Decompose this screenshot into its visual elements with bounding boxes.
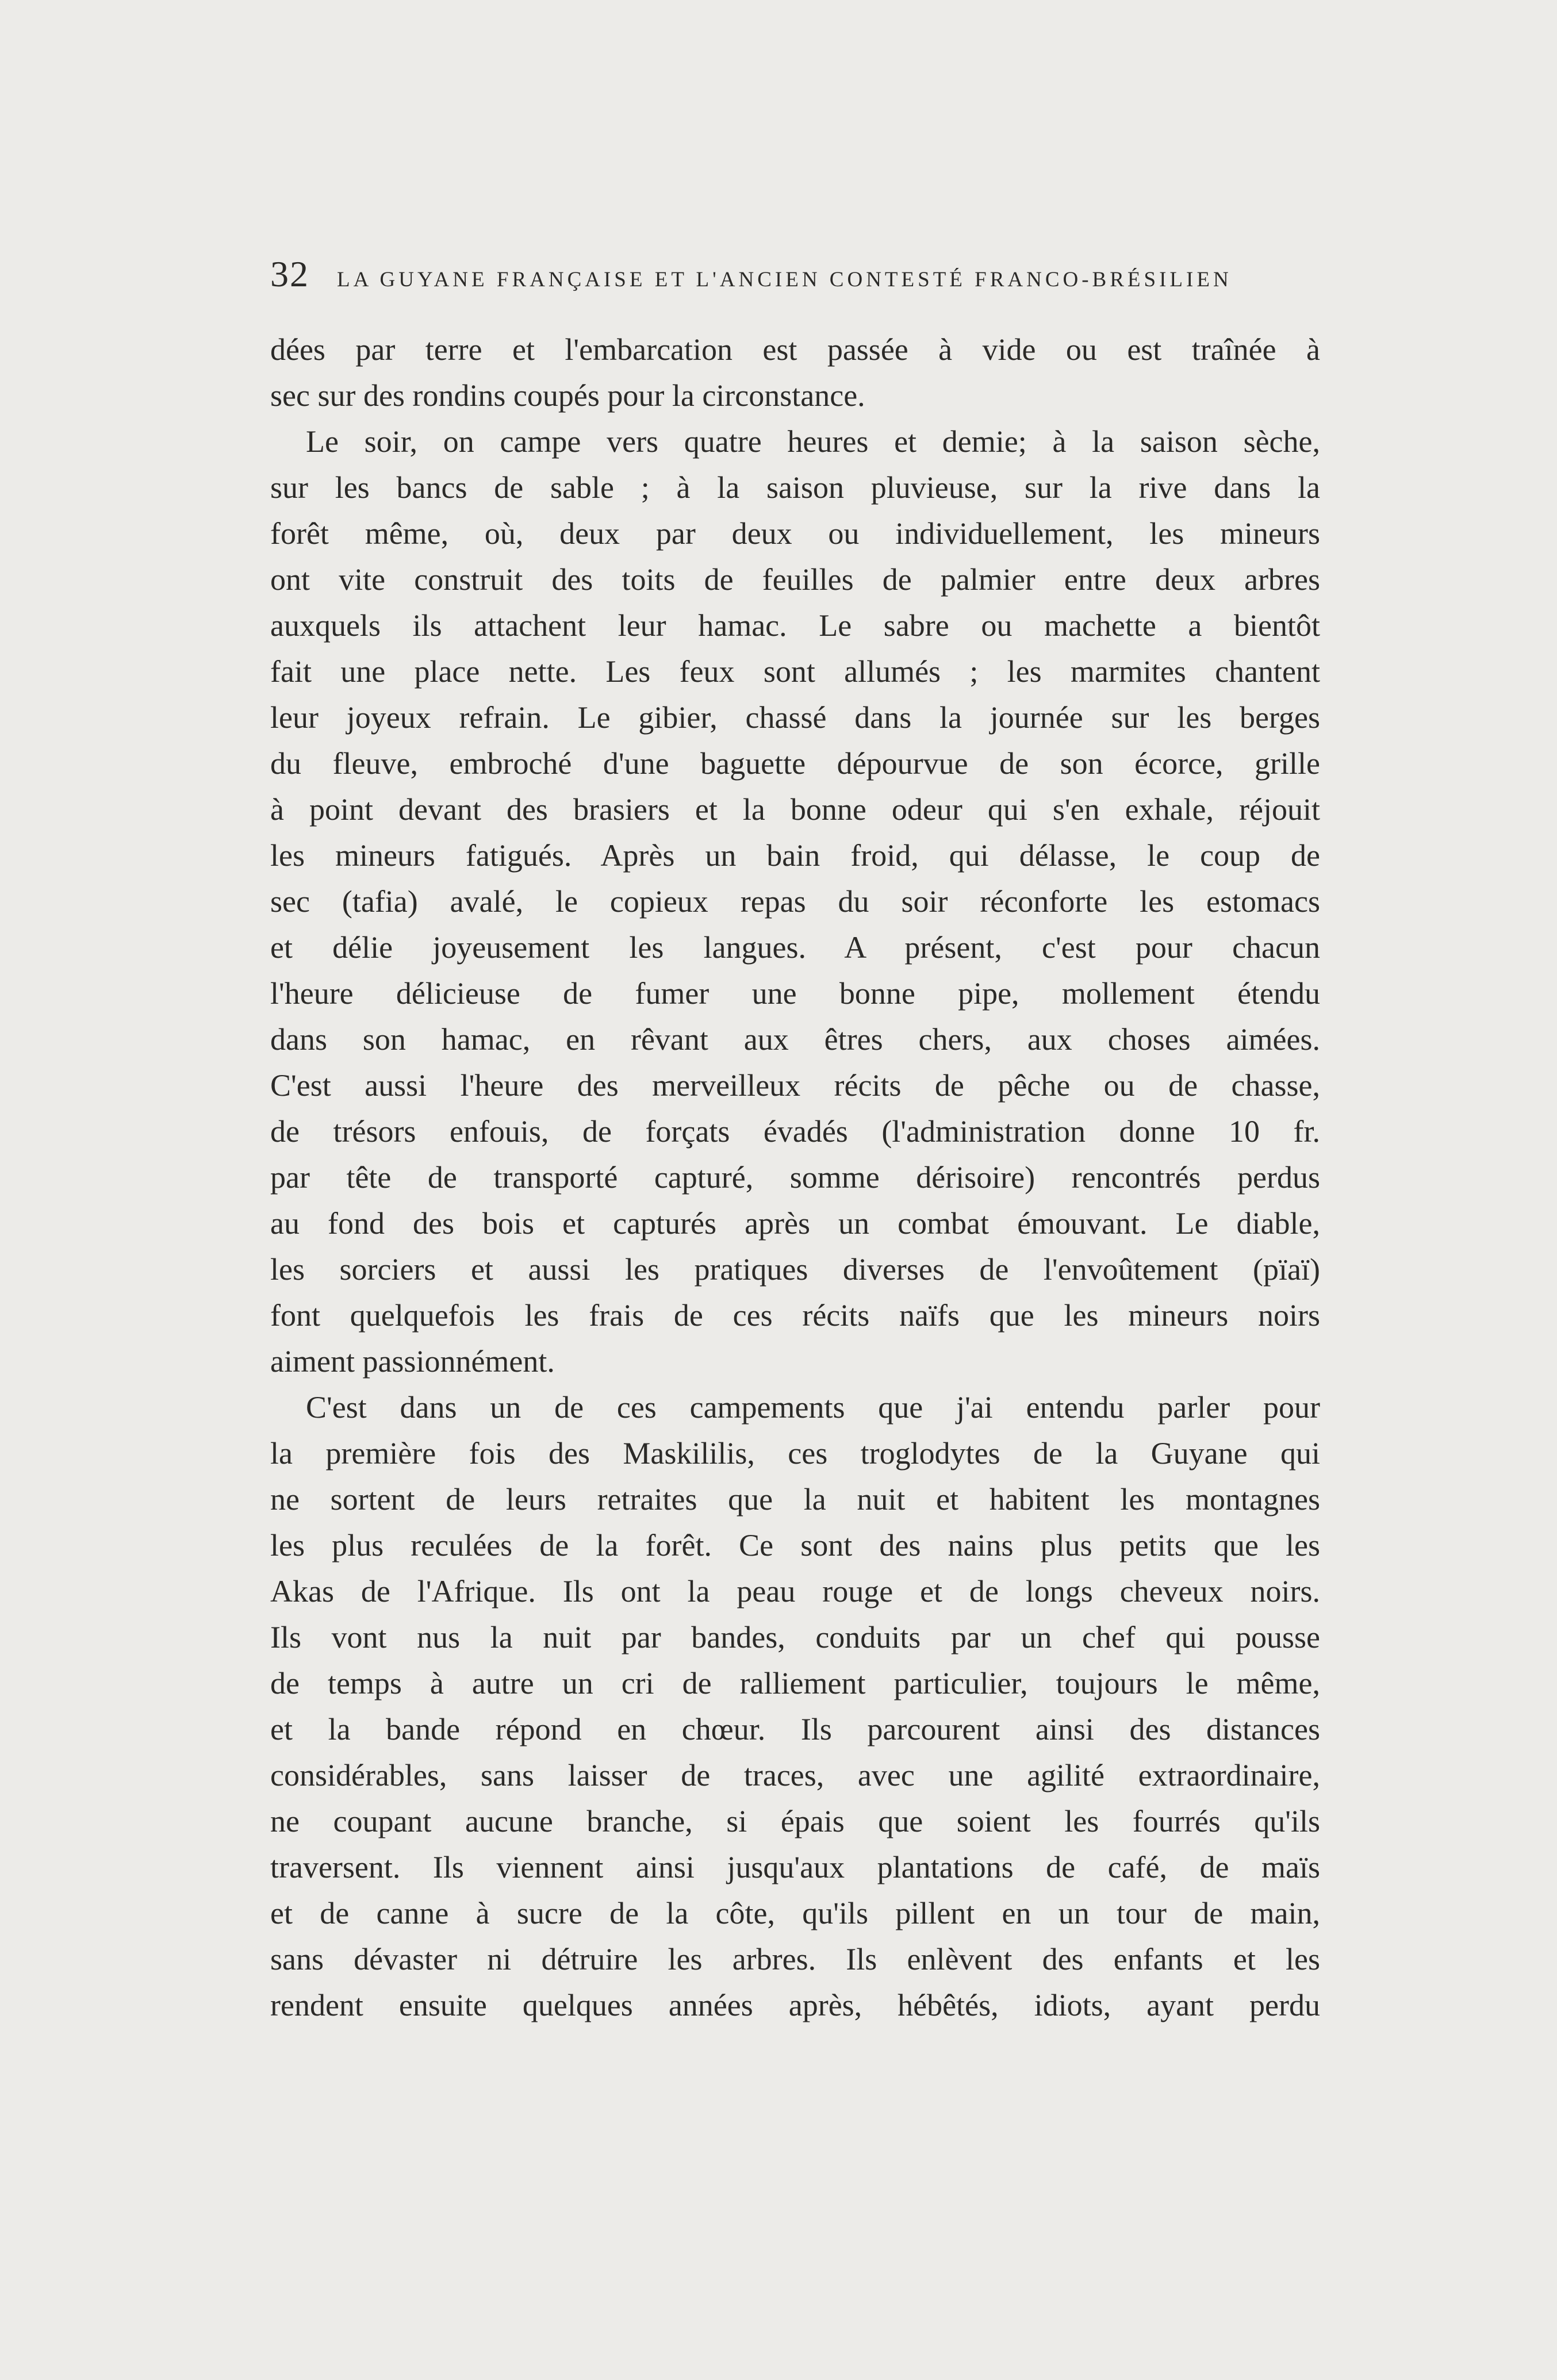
text-line: l'heure délicieuse de fumer une bonne pipe, mollement étendu — [270, 976, 1320, 1011]
text-line: Ils vont nus la nuit par bandes, conduits par un chef qui pousse — [270, 1620, 1320, 1655]
text-line: au fond des bois et capturés après un combat émouvant. Le diable, — [270, 1206, 1320, 1241]
text-line: traversent. Ils viennent ainsi jusqu'aux plantations de café, de maïs — [270, 1850, 1320, 1884]
text-line: considérables, sans laisser de traces, avec une agilité extraordinaire, — [270, 1758, 1320, 1792]
text-line: et de canne à sucre de la côte, qu'ils pillent en un tour de main, — [270, 1896, 1320, 1930]
text-line: forêt même, où, deux par deux ou individuellement, les mineurs — [270, 516, 1320, 551]
text-line: dans son hamac, en rêvant aux êtres chers, aux choses aimées. — [270, 1022, 1320, 1057]
text-line: dées par terre et l'embarcation est passée à vide ou est traînée à — [270, 332, 1320, 367]
text-line: par tête de transporté capturé, somme dérisoire) rencontrés perdus — [270, 1160, 1320, 1195]
text-line: C'est dans un de ces campements que j'ai entendu parler pour — [306, 1390, 1320, 1425]
text-line: sec (tafia) avalé, le copieux repas du soir réconforte les estomacs — [270, 884, 1320, 919]
text-line: font quelquefois les frais de ces récits naïfs que les mineurs noirs — [270, 1298, 1320, 1333]
text-line: auxquels ils attachent leur hamac. Le sabre ou machette a bientôt — [270, 608, 1320, 643]
text-line: sans dévaster ni détruire les arbres. Ils enlèvent des enfants et les — [270, 1942, 1320, 1976]
running-header — [270, 253, 1294, 299]
text-line: ne sortent de leurs retraites que la nuit et habitent les montagnes — [270, 1482, 1320, 1517]
text-line: à point devant des brasiers et la bonne odeur qui s'en exhale, réjouit — [270, 792, 1320, 827]
text-line: Le soir, on campe vers quatre heures et demie; à la saison sèche, — [306, 424, 1320, 459]
text-line: fait une place nette. Les feux sont allumés ; les marmites chantent — [270, 654, 1320, 689]
body-text — [270, 327, 1320, 2028]
text-line: C'est aussi l'heure des merveilleux récits de pêche ou de chasse, — [270, 1068, 1320, 1103]
text-line: les sorciers et aussi les pratiques diverses de l'envoûtement (pïaï) — [270, 1252, 1320, 1287]
text-line: Akas de l'Afrique. Ils ont la peau rouge et de longs cheveux noirs. — [270, 1574, 1320, 1609]
text-line: du fleuve, embroché d'une baguette dépourvue de son écorce, grille — [270, 746, 1320, 781]
page-number: 32 — [270, 254, 309, 294]
text-line: rendent ensuite quelques années après, hébêtés, idiots, ayant perdu — [270, 1988, 1320, 2022]
text-line: et délie joyeusement les langues. A présent, c'est pour chacun — [270, 930, 1320, 965]
text-line: la première fois des Maskililis, ces troglodytes de la Guyane qui — [270, 1436, 1320, 1471]
text-line: les plus reculées de la forêt. Ce sont des nains plus petits que les — [270, 1528, 1320, 1563]
running-title: LA GUYANE FRANÇAISE ET L'ANCIEN CONTESTÉ FRANCO-BRÉSILIEN — [337, 268, 1232, 291]
text-line: aiment passionnément. — [270, 1344, 555, 1379]
text-line: leur joyeux refrain. Le gibier, chassé dans la journée sur les berges — [270, 700, 1320, 735]
text-line: ont vite construit des toits de feuilles de palmier entre deux arbres — [270, 562, 1320, 597]
text-line: et la bande répond en chœur. Ils parcourent ainsi des distances — [270, 1712, 1320, 1746]
text-line: sur les bancs de sable ; à la saison pluvieuse, sur la rive dans la — [270, 470, 1320, 505]
text-line: ne coupant aucune branche, si épais que soient les fourrés qu'ils — [270, 1804, 1320, 1838]
text-line: de trésors enfouis, de forçats évadés (l'administration donne 10 fr. — [270, 1114, 1320, 1149]
text-line: de temps à autre un cri de ralliement particulier, toujours le même, — [270, 1666, 1320, 1700]
text-line: sec sur des rondins coupés pour la circonstance. — [270, 378, 865, 413]
text-line: les mineurs fatigués. Après un bain froid, qui délasse, le coup de — [270, 838, 1320, 873]
